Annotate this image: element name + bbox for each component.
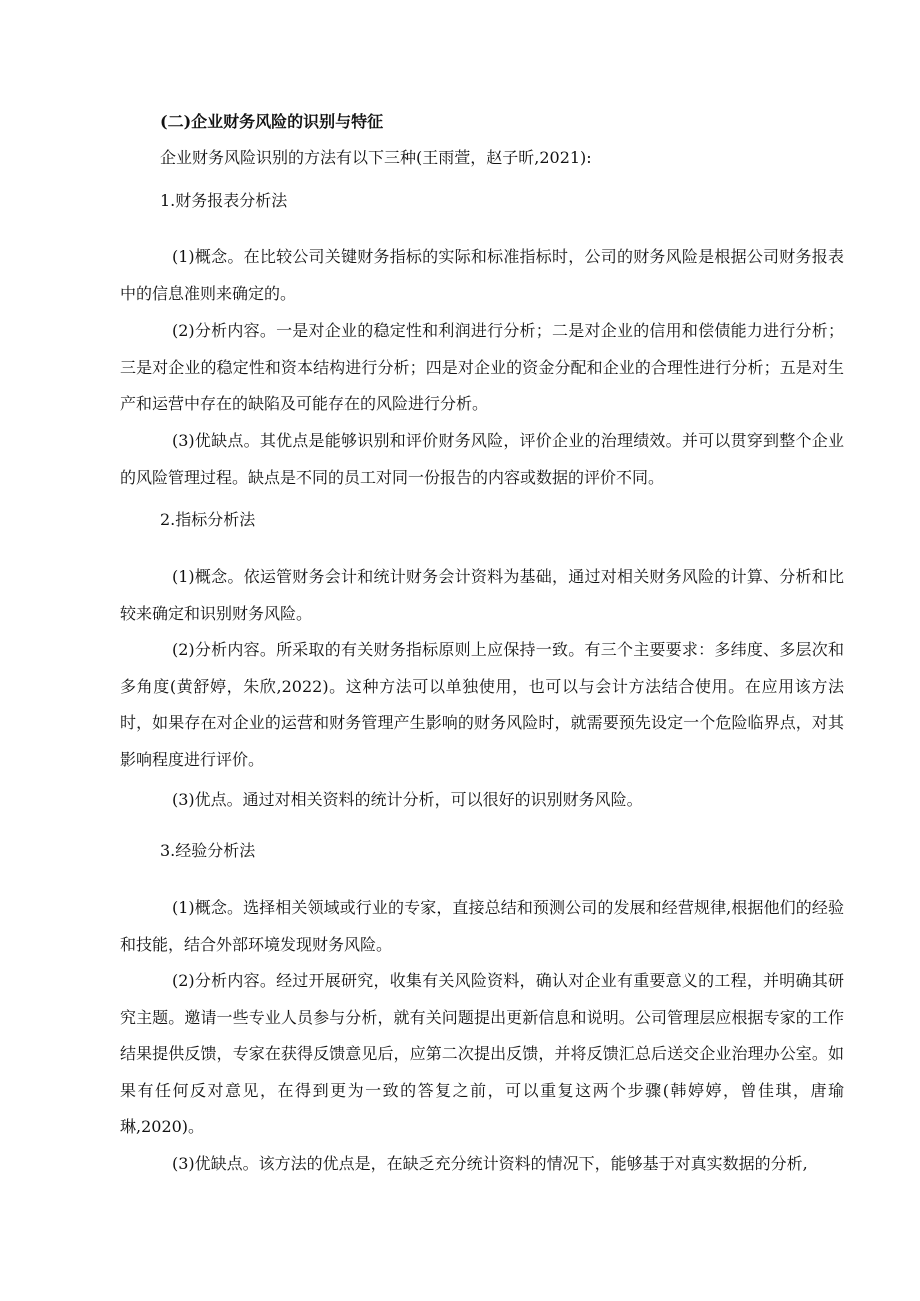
paragraph-experience-concept: (1)概念。选择相关领域或行业的专家，直接总结和预测公司的发展和经营规律,根据他们的经验和技能，结合外部环境发现财务风险。 xyxy=(120,898,844,954)
paragraph-financial-analysis: (2)分析内容。一是对企业的稳定性和利润进行分析；二是对企业的信用和偿债能力进行分析；三是对企业的稳定性和资本结构进行分析；四是对企业的资金分配和企业的合理性进行分析；五是对生产和运营中存在的缺陷及可能存在的风险进行分析。 xyxy=(120,321,844,413)
paragraph-indicator-pros: (3)优点。通过对相关资料的统计分析，可以很好的识别财务风险。 xyxy=(172,790,643,809)
method-title-financial-statement: 1.财务报表分析法 xyxy=(160,191,288,210)
paragraph-experience-pros-cons: (3)优缺点。该方法的优点是，在缺乏充分统计资料的情况下，能够基于对真实数据的分析, xyxy=(172,1154,808,1173)
method-title-experience: 3.经验分析法 xyxy=(160,841,256,860)
section-intro: 企业财务风险识别的方法有以下三种(王雨萱，赵子昕,2021): xyxy=(160,148,592,167)
paragraph-indicator-concept: (1)概念。依运管财务会计和统计财务会计资料为基础，通过对相关财务风险的计算、分析和比较来确定和识别财务风险。 xyxy=(120,567,844,623)
section-heading: (二)企业财务风险的识别与特征 xyxy=(160,112,384,131)
paragraph-indicator-analysis: (2)分析内容。所采取的有关财务指标原则上应保持一致。有三个主要要求：多纬度、多层次和多角度(黄舒婷，朱欣,2022)。这种方法可以单独使用，也可以与会计方法结合使用。在应用该方法时，如果存在对企业的运营和财务管理产生影响的财务风险时，就需要预先设定一个危险临界点，对其影响程度进行评价。 xyxy=(120,640,844,769)
method-title-indicator: 2.指标分析法 xyxy=(160,510,256,529)
paragraph-financial-pros-cons: (3)优缺点。其优点是能够识别和评价财务风险，评价企业的治理绩效。并可以贯穿到整个企业的风险管理过程。缺点是不同的员工对同一份报告的内容或数据的评价不同。 xyxy=(120,431,844,487)
paragraph-financial-concept: (1)概念。在比较公司关键财务指标的实际和标准指标时，公司的财务风险是根据公司财务报表中的信息准则来确定的。 xyxy=(120,247,844,303)
paragraph-experience-analysis: (2)分析内容。经过开展研究，收集有关风险资料，确认对企业有重要意义的工程，并明确其研究主题。邀请一些专业人员参与分析，就有关问题提出更新信息和说明。公司管理层应根据专家的工作结果提供反馈，专家在获得反馈意见后，应第二次提出反馈，并将反馈汇总后送交企业治理办公室。如果有任何反对意见，在得到更为一致的答复之前，可以重复这两个步骤(韩婷婷，曾佳琪，唐瑜琳,2020)。 xyxy=(120,971,844,1136)
